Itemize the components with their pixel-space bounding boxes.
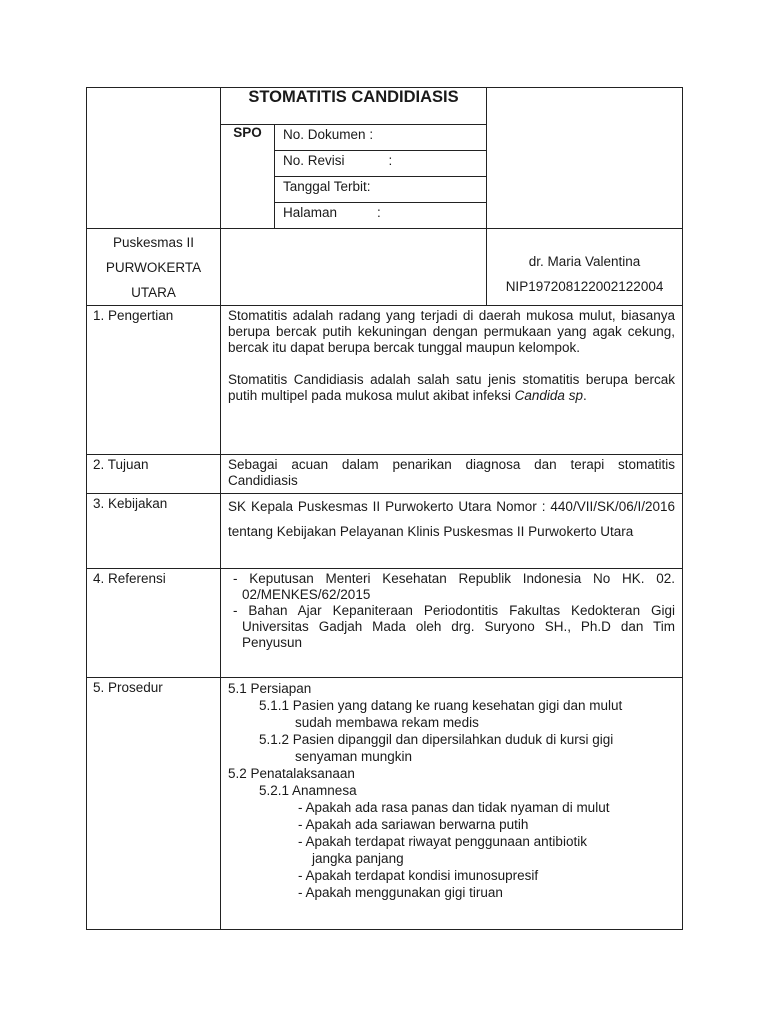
- signature-top-cell: [487, 88, 683, 229]
- section-label-pengertian: 1. Pengertian: [87, 306, 221, 455]
- section-label-prosedur: 5. Prosedur: [87, 678, 221, 930]
- signatory: [487, 229, 683, 306]
- spo-label: SPO: [221, 125, 275, 229]
- meta-tanggal-terbit: Tanggal Terbit:: [275, 177, 487, 203]
- section-content-referensi: [221, 569, 683, 678]
- meta-no-revisi: No. Revisi :: [275, 151, 487, 177]
- section-content-kebijakan: SK Kepala Puskesmas II Purwokerto Utara Nomor : 440/VII/SK/06/I/2016 tentang Kebijakan Pelayanan Klinis Puskesmas II Purwokerto Utara: [221, 494, 683, 569]
- section-content-tujuan: Sebagai acuan dalam penarikan diagnosa dan terapi stomatitis Candidiasis: [221, 455, 683, 494]
- section-content-pengertian: Stomatitis adalah radang yang terjadi di daerah mukosa mulut, biasanya berupa bercak putih kekuningan dengan permukaan yang agak cekung, bercak itu dapat berupa bercak tunggal maupun kelompok. Stomatitis Candidiasis adalah salah satu jenis stomatitis berupa bercak putih multipel pada mukosa mulut akibat infeksi Candida sp.: [221, 306, 683, 455]
- section-label-tujuan: 2. Tujuan: [87, 455, 221, 494]
- meta-halaman: Halaman :: [275, 203, 487, 229]
- logo-cell: [87, 88, 221, 229]
- reference-item: - Bahan Ajar Kepaniteraan Periodontitis Fakultas Kedokteran Gigi Universitas Gadjah Mada oleh drg. Suryono SH., Ph.D dan Tim Penyusun: [233, 603, 676, 650]
- stamp-cell: [221, 229, 487, 306]
- document-title: STOMATITIS CANDIDIASIS: [221, 88, 487, 125]
- meta-no-dokumen: No. Dokumen :: [275, 125, 487, 151]
- section-label-referensi: 4. Referensi: [87, 569, 221, 678]
- reference-item: - Keputusan Menteri Kesehatan Republik Indonesia No HK. 02. 02/MENKES/62/2015: [233, 571, 676, 602]
- section-label-kebijakan: 3. Kebijakan: [87, 494, 221, 569]
- spo-document-table: [86, 87, 683, 930]
- section-content-prosedur: 5.1 Persiapan 5.1.1 Pasien yang datang ke ruang kesehatan gigi dan mulut sudah membawa rekam medis 5.1.2 Pasien dipanggil dan dipersilahkan duduk di kursi gigi senyaman mungkin 5.2 Penatalaksanaan 5.2.1 Anamnesa - Apakah ada rasa panas dan tidak nyaman di mulut - Apakah ada sariawan berwarna putih - Apakah terdapat riwayat penggunaan antibiotik jangka panjang - Apakah terdapat kondisi imunosupresif - Apakah menggunakan gigi tiruan: [221, 678, 683, 930]
- signatory-nip: NIP197208122002122004: [505, 279, 664, 294]
- signatory-name: dr. Maria Valentina: [528, 254, 641, 269]
- organization-name: Puskesmas II PURWOKERTA UTARA: [87, 229, 221, 306]
